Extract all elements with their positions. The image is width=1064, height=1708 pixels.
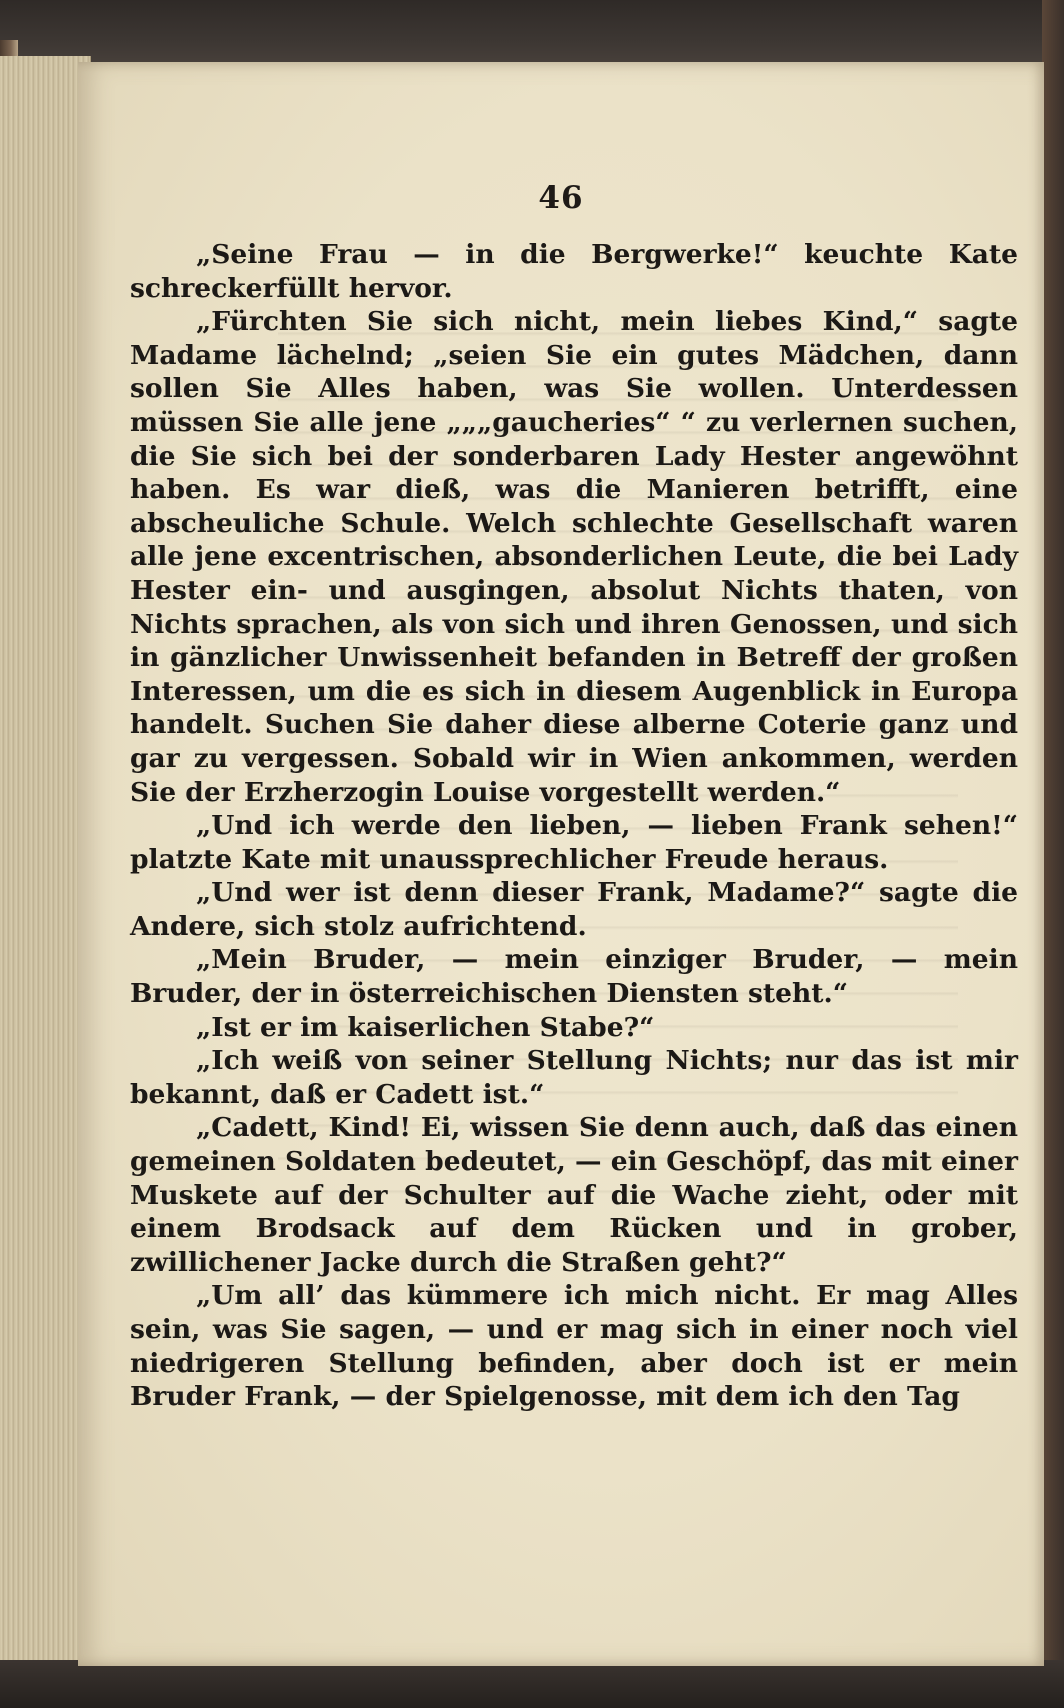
paragraph: „Ich weiß von seiner Stellung Nichts; nur das ist mir bekannt, daß er Cadett ist.“ [130,1045,1018,1110]
page-text [130,238,1018,1414]
paragraph: „Seine Frau — in die Bergwerke!“ keuchte Kate schreckerfüllt hervor. [130,239,1018,304]
paragraph: „Mein Bruder, — mein einziger Bruder, — mein Bruder, der in österreichischen Diensten steht.“ [130,944,1018,1010]
paragraph: „Und ich werde den lieben, — lieben Frank sehen!“ platzte Kate mit unaussprechlicher Freude heraus. [130,810,1018,875]
book-cover-top [0,0,1064,70]
paragraph: „Cadett, Kind! Ei, wissen Sie denn auch, daß das einen gemeinen Soldaten bedeutet, — ein Geschöpf, das mit einer Muskete auf der Schulter auf die Wache zieht, oder mit einem Brodsack auf dem Rücken und in grober, zwillichener Jacke durch die Straßen geht?“ [130,1112,1018,1278]
paragraph: „Ist er im kaiserlichen Stabe?“ [196,1011,655,1043]
paragraph: „Und wer ist denn dieser Frank, Madame?“ sagte die Andere, sich stolz aufrichtend. [130,877,1018,942]
book-cover-right [1042,0,1064,1708]
page-number: 46 [538,180,584,216]
paragraph: „Fürchten Sie sich nicht, mein liebes Kind,“ sagte Madame lächelnd; „seien Sie ein gutes Mädchen, dann sollen Sie Alles haben, was Sie wollen. Unterdessen müssen Sie alle jene „„„gaucheries“ “ zu verlernen suchen, die Sie sich bei der sonderbaren Lady Hester angewöhnt haben. Es war dieß, was die Manieren betrifft, eine abscheuliche Schule. Welch schlechte Gesellschaft waren alle jene excentrischen, absonderlichen Leute, die bei Lady Hester ein- und ausgingen, absolut Nichts thaten, von Nichts sprachen, als von sich und ihren Genossen, und sich in gänzlicher Unwissenheit befanden in Betreff der großen Interessen, um die es sich in diesem Augenblick in Europa handelt. Suchen Sie daher diese alberne Coterie ganz und gar zu vergessen. Sobald wir in Wien ankommen, werden Sie der Erzherzogin Louise vorgestellt werden.“ [130,306,1018,808]
paragraph: „Um all’ das kümmere ich mich nicht. Er mag Alles sein, was Sie sagen, — und er mag sich in einer noch viel niedrigeren Stellung befinden, aber doch ist er mein Bruder Frank, — der Spielgenosse, mit dem ich den Tag [130,1280,1018,1413]
book-cover-bottom [0,1660,1064,1708]
